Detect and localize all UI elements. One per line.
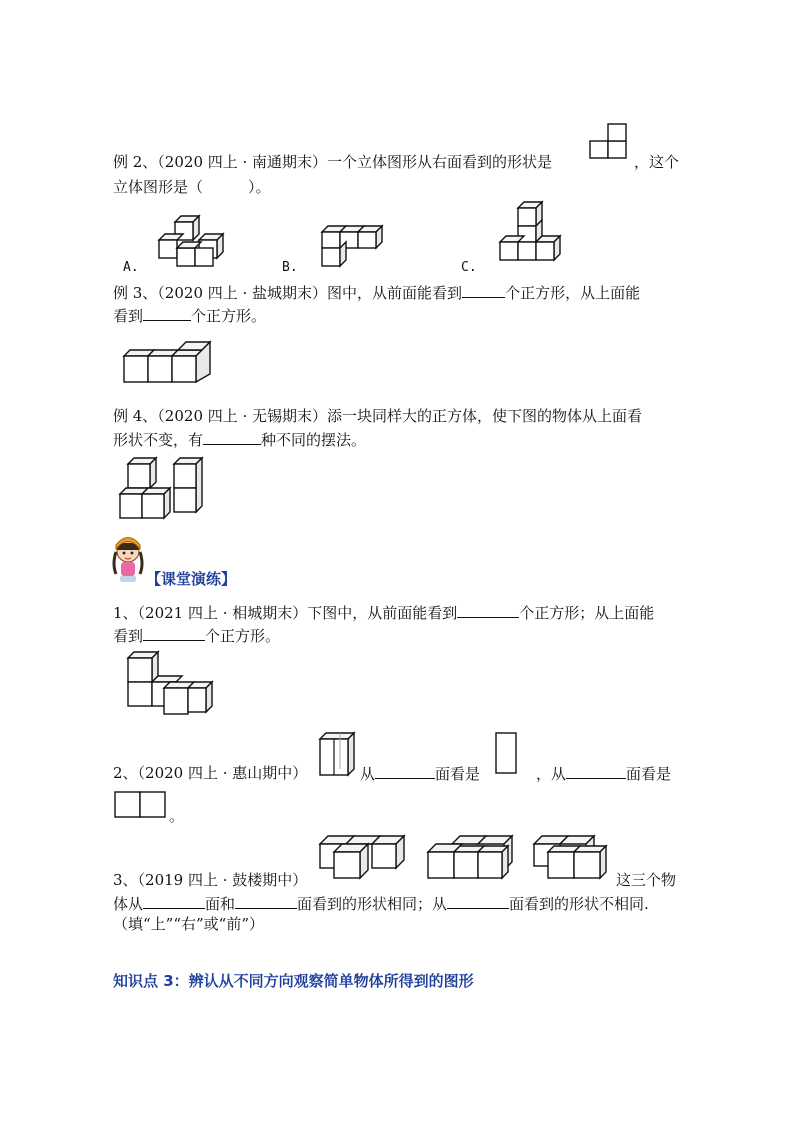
q2-tall-rectangle-view	[494, 731, 520, 777]
practice-q1-line1	[113, 602, 654, 623]
example3-text-b: 个正方形，从上面能	[505, 284, 641, 302]
practice-q1-line2	[113, 625, 280, 646]
q2-text-c: 面看是	[435, 765, 481, 783]
q3-object-2-figure	[424, 832, 528, 884]
example3-blank-front[interactable]	[462, 282, 505, 298]
example3-text-a: 例 3、（2020 四上 · 盐城期末）图中，从前面能看到	[113, 284, 463, 302]
option-a-label: A.	[123, 260, 139, 275]
knowledge-point-heading: 知识点 3：辨认从不同方向观察简单物体所得到的图形	[113, 972, 474, 990]
q1-text-b: 个正方形；从上面能	[519, 604, 655, 622]
q2-blank-2[interactable]	[566, 763, 626, 779]
q3-object-3-figure	[530, 832, 616, 884]
example4-question-line2	[113, 429, 366, 450]
example3-text-c: 看到	[113, 307, 144, 325]
q2-two-squares-view	[113, 790, 169, 820]
practice-q2-tail	[536, 763, 671, 784]
example4-question-line1: 例 4、（2020 四上 · 无锡期末）添一块同样大的正方体，使下图的物体从上面看	[113, 407, 643, 425]
q3-text-d: 面和	[205, 895, 236, 913]
q2-text-d: ，从	[536, 765, 567, 783]
q3-text-e: 面看到的形状相同；从	[297, 895, 448, 913]
q3-object-1-figure	[316, 832, 420, 884]
q3-blank-2[interactable]	[235, 893, 297, 909]
right-view-shape-figure	[588, 122, 630, 160]
example3-cubes-figure	[120, 338, 218, 386]
example2-question-line1	[113, 152, 552, 172]
option-b-label: B.	[282, 260, 298, 275]
practice-q3-text-tail: 这三个物	[616, 871, 677, 889]
option-c-cubes-figure[interactable]	[498, 200, 564, 264]
option-b-cubes-figure[interactable]	[318, 222, 388, 270]
q1-text-d: 个正方形。	[205, 627, 281, 645]
practice-q2-text-start: 2、（2020 四上 · 惠山期中）	[113, 764, 308, 782]
example4-text-a: 形状不变，有	[113, 431, 204, 449]
q3-text-c: 体从	[113, 895, 144, 913]
option-a-cubes-figure[interactable]	[155, 212, 227, 270]
example2-question-line2: 立体图形是（ ）。	[113, 178, 271, 196]
option-c-label: C.	[461, 260, 477, 275]
q2-end-punctuation: 。	[169, 807, 185, 825]
girl-mascot-icon	[110, 534, 146, 584]
practice-section-title: 【课堂演练】	[146, 570, 237, 588]
q1-text-c: 看到	[113, 627, 144, 645]
practice-q2-middle	[360, 763, 480, 784]
example4-text-b: 种不同的摆法。	[261, 431, 367, 449]
q1-blank-top[interactable]	[143, 625, 205, 641]
q2-cuboid-figure	[318, 731, 358, 777]
q2-blank-1[interactable]	[375, 763, 435, 779]
example4-blank[interactable]	[203, 429, 261, 445]
q3-text-f: 面看到的形状不相同.	[509, 895, 649, 913]
practice-q3-line3: （填“上”“右”或“前”）	[113, 915, 265, 933]
example3-question-line2	[113, 305, 266, 326]
example2-question-text: 例 2、（2020 四上 · 南通期末）一个立体图形从右面看到的形状是	[113, 153, 553, 171]
example3-text-d: 个正方形。	[191, 307, 267, 325]
practice-q1-cubes-figure	[122, 648, 218, 722]
example4-cubes-figure	[116, 454, 206, 522]
practice-q3-line2	[113, 893, 649, 914]
q2-text-e: 面看是	[626, 765, 672, 783]
q1-text-a: 1、（2021 四上 · 相城期末）下图中，从前面能看到	[113, 604, 458, 622]
example3-question-line1	[113, 282, 640, 303]
example2-question-tail: ，这个	[634, 153, 680, 171]
q2-text-b: 从	[360, 765, 376, 783]
example3-blank-top[interactable]	[143, 305, 191, 321]
q3-blank-3[interactable]	[447, 893, 509, 909]
q3-blank-1[interactable]	[143, 893, 205, 909]
practice-q3-text-start: 3、（2019 四上 · 鼓楼期中）	[113, 871, 308, 889]
q1-blank-front[interactable]	[457, 602, 519, 618]
